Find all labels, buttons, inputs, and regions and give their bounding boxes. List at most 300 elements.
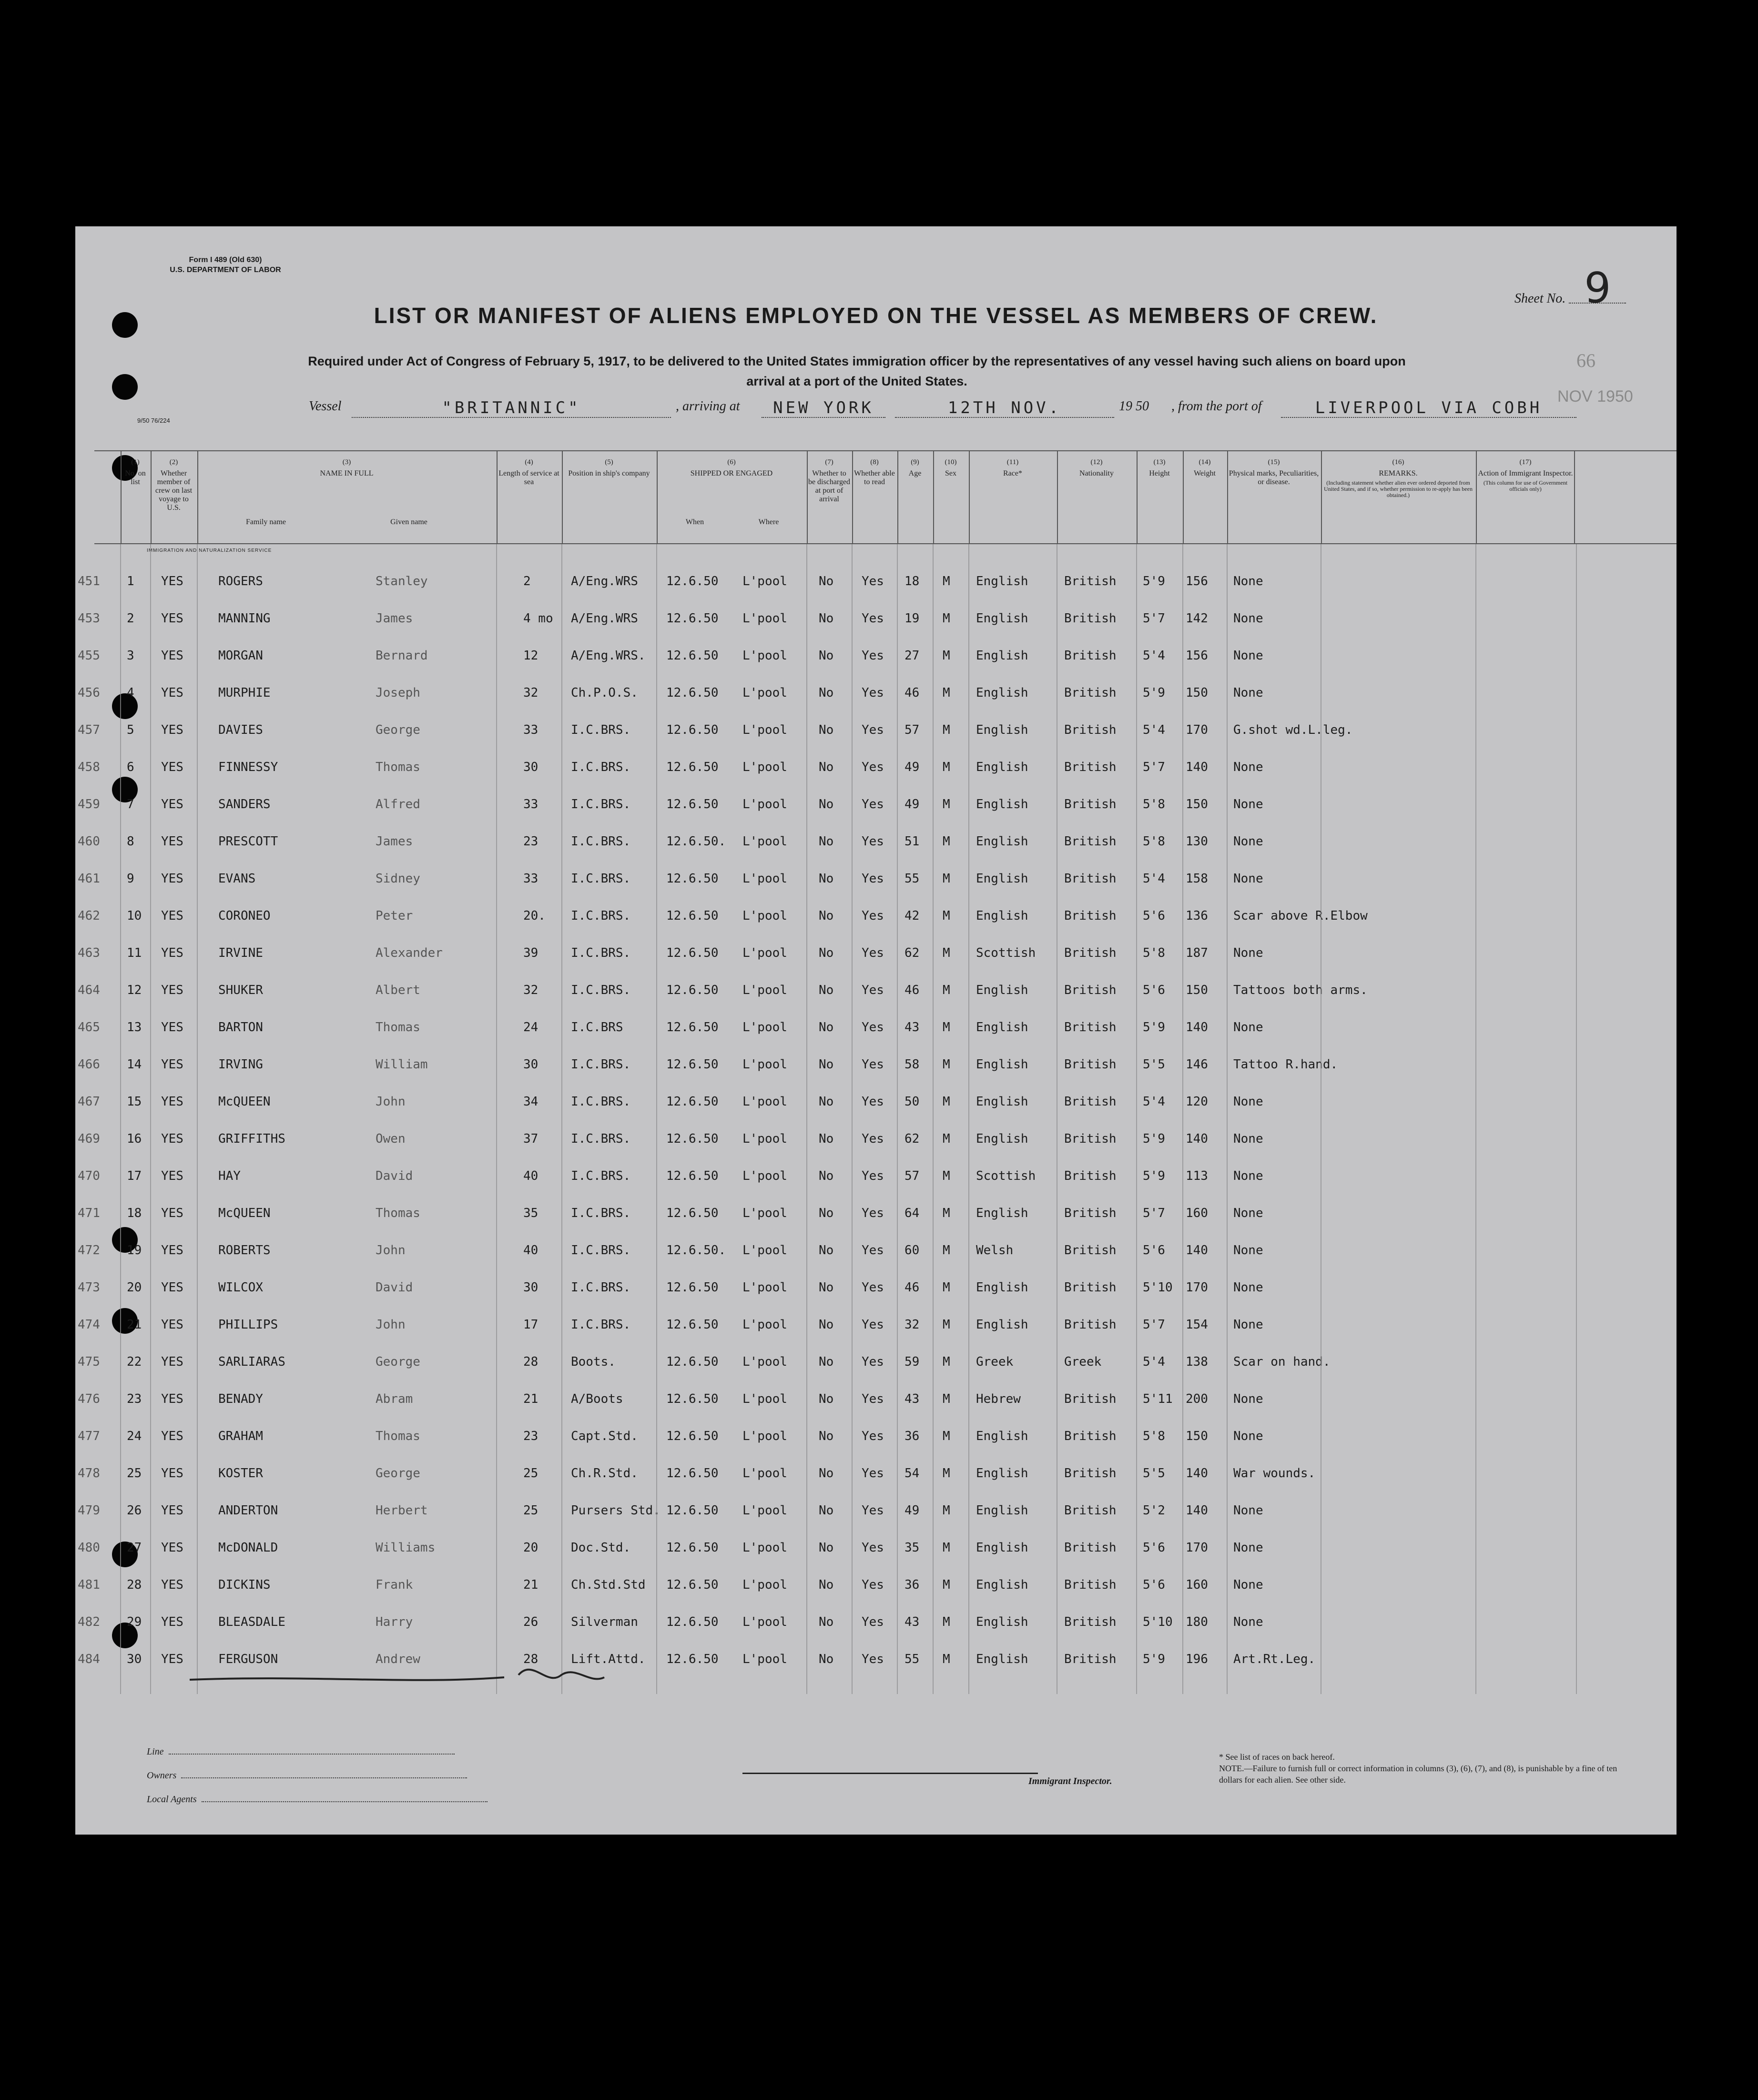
row-number: 28 <box>127 1578 142 1592</box>
row-discharged: No <box>819 1429 834 1443</box>
row-race: English <box>976 723 1028 737</box>
row-physical-marks: None <box>1233 1280 1263 1295</box>
row-margin-number: 470 <box>78 1169 100 1183</box>
row-height: 5'8 <box>1143 797 1165 812</box>
row-family-name: KOSTER <box>218 1466 263 1481</box>
col-header-position: (5) Position in ship's company <box>562 451 655 544</box>
col-header-able-to-read: (8) Whether able to read <box>852 451 896 544</box>
row-able-to-read: Yes <box>862 1429 884 1443</box>
row-physical-marks: None <box>1233 946 1263 960</box>
row-length-service: 17 <box>523 1318 539 1332</box>
manifest-sheet <box>75 226 1677 1835</box>
row-position: Ch.R.Std. <box>571 1466 638 1481</box>
row-sex: M <box>943 1466 950 1481</box>
row-race: English <box>976 760 1028 774</box>
row-shipped-where: L'pool <box>742 1355 787 1369</box>
row-shipped-when: 12.6.50 <box>666 1169 719 1183</box>
row-weight: 154 <box>1186 1318 1208 1332</box>
row-number: 20 <box>127 1280 142 1295</box>
row-nationality: Greek <box>1064 1355 1102 1369</box>
row-sex: M <box>943 983 950 997</box>
row-race: English <box>976 1578 1028 1592</box>
row-length-service: 23 <box>523 1429 539 1443</box>
row-margin-number: 476 <box>78 1392 100 1406</box>
row-number: 14 <box>127 1057 142 1072</box>
row-weight: 140 <box>1186 1243 1208 1258</box>
row-margin-number: 480 <box>78 1541 100 1555</box>
row-weight: 140 <box>1186 1466 1208 1481</box>
row-position: I.C.BRS <box>571 1020 623 1035</box>
row-previous-voyage: YES <box>161 1095 183 1109</box>
row-physical-marks: None <box>1233 1169 1263 1183</box>
row-able-to-read: Yes <box>862 1280 884 1295</box>
row-previous-voyage: YES <box>161 1057 183 1072</box>
row-race: English <box>976 1466 1028 1481</box>
row-age: 59 <box>904 1355 920 1369</box>
row-margin-number: 478 <box>78 1466 100 1481</box>
row-nationality: British <box>1064 1541 1117 1555</box>
row-margin-number: 472 <box>78 1243 100 1258</box>
row-age: 58 <box>904 1057 920 1072</box>
row-family-name: WILCOX <box>218 1280 263 1295</box>
row-able-to-read: Yes <box>862 1355 884 1369</box>
row-given-name: Abram <box>376 1392 413 1406</box>
row-race: English <box>976 1132 1028 1146</box>
row-previous-voyage: YES <box>161 1132 183 1146</box>
row-nationality: British <box>1064 649 1117 663</box>
row-length-service: 33 <box>523 723 539 737</box>
row-given-name: Harry <box>376 1615 413 1629</box>
row-discharged: No <box>819 1541 834 1555</box>
row-shipped-when: 12.6.50 <box>666 649 719 663</box>
row-margin-number: 469 <box>78 1132 100 1146</box>
row-sex: M <box>943 834 950 849</box>
row-position: I.C.BRS. <box>571 946 631 960</box>
row-height: 5'4 <box>1143 872 1165 886</box>
row-nationality: British <box>1064 1169 1117 1183</box>
row-shipped-where: L'pool <box>742 1020 787 1035</box>
row-number: 4 <box>127 686 134 700</box>
row-family-name: SARLIARAS <box>218 1355 285 1369</box>
row-discharged: No <box>819 872 834 886</box>
row-discharged: No <box>819 1280 834 1295</box>
row-sex: M <box>943 1057 950 1072</box>
row-margin-number: 464 <box>78 983 100 997</box>
row-number: 25 <box>127 1466 142 1481</box>
row-able-to-read: Yes <box>862 760 884 774</box>
row-physical-marks: Tattoo R.hand. <box>1233 1057 1338 1072</box>
row-given-name: Thomas <box>376 760 420 774</box>
row-physical-marks: None <box>1233 649 1263 663</box>
row-sex: M <box>943 1169 950 1183</box>
row-position: I.C.BRS. <box>571 760 631 774</box>
col-header-sex: (10) Sex <box>933 451 967 544</box>
footnotes <box>1219 1751 1638 1786</box>
row-weight: 170 <box>1186 723 1208 737</box>
row-able-to-read: Yes <box>862 1652 884 1666</box>
row-shipped-when: 12.6.50 <box>666 1020 719 1035</box>
row-position: I.C.BRS. <box>571 1206 631 1220</box>
footer-agents-label: Local Agents <box>147 1794 197 1805</box>
row-height: 5'4 <box>1143 723 1165 737</box>
col-header-discharged: (7) Whether to be discharged at port of arrival <box>807 451 851 544</box>
row-number: 10 <box>127 909 142 923</box>
row-nationality: British <box>1064 1503 1117 1518</box>
arrival-year: 19 50 <box>1119 399 1149 414</box>
row-weight: 150 <box>1186 686 1208 700</box>
row-discharged: No <box>819 1615 834 1629</box>
row-position: Lift.Attd. <box>571 1652 646 1666</box>
immigrant-inspector-label: Immigrant Inspector. <box>1028 1776 1112 1786</box>
row-margin-number: 455 <box>78 649 100 663</box>
row-nationality: British <box>1064 872 1117 886</box>
row-family-name: CORONEO <box>218 909 271 923</box>
row-shipped-when: 12.6.50. <box>666 1243 726 1258</box>
row-sex: M <box>943 1652 950 1666</box>
row-discharged: No <box>819 1392 834 1406</box>
department-name: U.S. DEPARTMENT OF LABOR <box>170 266 281 274</box>
row-height: 5'7 <box>1143 1318 1165 1332</box>
row-position: I.C.BRS. <box>571 1095 631 1109</box>
row-given-name: Bernard <box>376 649 428 663</box>
row-shipped-when: 12.6.50 <box>666 1541 719 1555</box>
row-race: English <box>976 872 1028 886</box>
row-height: 5'6 <box>1143 1541 1165 1555</box>
row-shipped-where: L'pool <box>742 946 787 960</box>
row-shipped-when: 12.6.50 <box>666 1652 719 1666</box>
row-length-service: 28 <box>523 1355 539 1369</box>
row-race: English <box>976 797 1028 812</box>
row-nationality: British <box>1064 686 1117 700</box>
row-height: 5'11 <box>1143 1392 1173 1406</box>
row-age: 46 <box>904 1280 920 1295</box>
row-sex: M <box>943 1318 950 1332</box>
row-given-name: Peter <box>376 909 413 923</box>
row-age: 46 <box>904 983 920 997</box>
row-family-name: PHILLIPS <box>218 1318 278 1332</box>
row-shipped-where: L'pool <box>742 872 787 886</box>
row-family-name: PRESCOTT <box>218 834 278 849</box>
row-physical-marks: None <box>1233 1541 1263 1555</box>
row-length-service: 25 <box>523 1466 539 1481</box>
row-shipped-when: 12.6.50 <box>666 1206 719 1220</box>
arrival-port: NEW YORK <box>762 399 885 418</box>
row-discharged: No <box>819 611 834 626</box>
row-weight: 140 <box>1186 1132 1208 1146</box>
row-physical-marks: None <box>1233 1578 1263 1592</box>
row-shipped-when: 12.6.50 <box>666 797 719 812</box>
row-sex: M <box>943 1503 950 1518</box>
row-margin-number: 459 <box>78 797 100 812</box>
row-given-name: Thomas <box>376 1206 420 1220</box>
row-sex: M <box>943 1206 950 1220</box>
row-number: 16 <box>127 1132 142 1146</box>
row-weight: 150 <box>1186 797 1208 812</box>
row-shipped-where: L'pool <box>742 1392 787 1406</box>
row-previous-voyage: YES <box>161 1355 183 1369</box>
row-previous-voyage: YES <box>161 611 183 626</box>
row-family-name: GRIFFITHS <box>218 1132 285 1146</box>
row-shipped-where: L'pool <box>742 611 787 626</box>
row-previous-voyage: YES <box>161 797 183 812</box>
row-race: Hebrew <box>976 1392 1021 1406</box>
row-margin-number: 462 <box>78 909 100 923</box>
row-previous-voyage: YES <box>161 574 183 588</box>
row-nationality: British <box>1064 1466 1117 1481</box>
vessel-name: "BRITANNIC" <box>352 399 671 418</box>
row-position: I.C.BRS. <box>571 723 631 737</box>
row-margin-number: 465 <box>78 1020 100 1035</box>
row-discharged: No <box>819 1578 834 1592</box>
row-able-to-read: Yes <box>862 872 884 886</box>
row-shipped-when: 12.6.50 <box>666 1132 719 1146</box>
row-sex: M <box>943 611 950 626</box>
column-rules <box>75 226 1677 1835</box>
row-height: 5'9 <box>1143 574 1165 588</box>
row-shipped-when: 12.6.50. <box>666 834 726 849</box>
row-given-name: Andrew <box>376 1652 420 1666</box>
row-nationality: British <box>1064 797 1117 812</box>
row-shipped-where: L'pool <box>742 1429 787 1443</box>
row-height: 5'7 <box>1143 760 1165 774</box>
row-nationality: British <box>1064 1615 1117 1629</box>
row-shipped-when: 12.6.50 <box>666 574 719 588</box>
row-margin-number: 467 <box>78 1095 100 1109</box>
row-family-name: MANNING <box>218 611 271 626</box>
row-given-name: George <box>376 1466 420 1481</box>
footer-owners-label: Owners <box>147 1770 177 1781</box>
row-previous-voyage: YES <box>161 686 183 700</box>
row-margin-number: 479 <box>78 1503 100 1518</box>
row-shipped-where: L'pool <box>742 574 787 588</box>
row-nationality: British <box>1064 1392 1117 1406</box>
col-header-length-service: (4) Length of service at sea <box>497 451 560 544</box>
row-shipped-where: L'pool <box>742 909 787 923</box>
races-footnote: * See list of races on back hereof. <box>1219 1752 1335 1762</box>
row-family-name: BLEASDALE <box>218 1615 285 1629</box>
row-number: 13 <box>127 1020 142 1035</box>
row-number: 18 <box>127 1206 142 1220</box>
row-age: 19 <box>904 611 920 626</box>
row-shipped-when: 12.6.50 <box>666 723 719 737</box>
row-given-name: James <box>376 834 413 849</box>
row-height: 5'4 <box>1143 1095 1165 1109</box>
row-weight: 200 <box>1186 1392 1208 1406</box>
row-number: 24 <box>127 1429 142 1443</box>
row-physical-marks: None <box>1233 797 1263 812</box>
row-previous-voyage: YES <box>161 1615 183 1629</box>
row-number: 30 <box>127 1652 142 1666</box>
row-length-service: 35 <box>523 1206 539 1220</box>
row-given-name: Williams <box>376 1541 436 1555</box>
row-nationality: British <box>1064 1243 1117 1258</box>
print-reference: 9/50 76/224 <box>137 417 170 424</box>
row-family-name: McQUEEN <box>218 1206 271 1220</box>
row-previous-voyage: YES <box>161 909 183 923</box>
row-physical-marks: None <box>1233 1206 1263 1220</box>
row-number: 26 <box>127 1503 142 1518</box>
row-sex: M <box>943 872 950 886</box>
row-able-to-read: Yes <box>862 1206 884 1220</box>
row-discharged: No <box>819 1243 834 1258</box>
row-number: 17 <box>127 1169 142 1183</box>
row-shipped-where: L'pool <box>742 1280 787 1295</box>
row-discharged: No <box>819 760 834 774</box>
row-shipped-when: 12.6.50 <box>666 909 719 923</box>
row-margin-number: 475 <box>78 1355 100 1369</box>
row-able-to-read: Yes <box>862 1169 884 1183</box>
row-margin-number: 453 <box>78 611 100 626</box>
row-position: Ch.P.O.S. <box>571 686 638 700</box>
row-age: 36 <box>904 1429 920 1443</box>
row-height: 5'9 <box>1143 1169 1165 1183</box>
stamp-number: 66 <box>1576 350 1595 371</box>
penalty-note: NOTE.—Failure to furnish full or correct information in columns (3), (6), (7), and (8), is punishable by a fine of ten dollars for each alien. See other side. <box>1219 1764 1617 1785</box>
row-number: 1 <box>127 574 134 588</box>
row-weight: 120 <box>1186 1095 1208 1109</box>
row-shipped-where: L'pool <box>742 1541 787 1555</box>
row-previous-voyage: YES <box>161 760 183 774</box>
row-shipped-when: 12.6.50 <box>666 1429 719 1443</box>
row-given-name: John <box>376 1243 406 1258</box>
row-weight: 160 <box>1186 1578 1208 1592</box>
row-age: 27 <box>904 649 920 663</box>
row-shipped-where: L'pool <box>742 1318 787 1332</box>
row-given-name: John <box>376 1095 406 1109</box>
col-header-weight: (14) Weight <box>1183 451 1226 544</box>
row-given-name: John <box>376 1318 406 1332</box>
row-position: I.C.BRS. <box>571 1057 631 1072</box>
vessel-label: Vessel <box>309 399 342 414</box>
row-able-to-read: Yes <box>862 983 884 997</box>
row-discharged: No <box>819 1318 834 1332</box>
row-shipped-when: 12.6.50 <box>666 1280 719 1295</box>
col-header-age: (9) Age <box>897 451 932 544</box>
row-nationality: British <box>1064 760 1117 774</box>
row-length-service: 20. <box>523 909 546 923</box>
page-title: LIST OR MANIFEST OF ALIENS EMPLOYED ON THE VESSEL AS MEMBERS OF CREW. <box>374 303 1378 328</box>
row-length-service: 20 <box>523 1541 539 1555</box>
row-number: 2 <box>127 611 134 626</box>
row-able-to-read: Yes <box>862 1466 884 1481</box>
row-sex: M <box>943 1355 950 1369</box>
row-length-service: 12 <box>523 649 539 663</box>
row-race: English <box>976 1615 1028 1629</box>
row-family-name: SANDERS <box>218 797 271 812</box>
row-able-to-read: Yes <box>862 909 884 923</box>
row-length-service: 32 <box>523 983 539 997</box>
row-weight: 136 <box>1186 909 1208 923</box>
row-weight: 140 <box>1186 1020 1208 1035</box>
row-family-name: DICKINS <box>218 1578 271 1592</box>
row-family-name: GRAHAM <box>218 1429 263 1443</box>
col-header-remarks: (16) REMARKS. (Including statement whether alien ever ordered deported from United States, and if so, whether permission to re-apply has been obtained.) <box>1321 451 1474 544</box>
footer-owners-field <box>147 1770 467 1781</box>
row-family-name: FERGUSON <box>218 1652 278 1666</box>
row-nationality: British <box>1064 1429 1117 1443</box>
row-able-to-read: Yes <box>862 834 884 849</box>
row-discharged: No <box>819 1206 834 1220</box>
row-able-to-read: Yes <box>862 611 884 626</box>
row-height: 5'4 <box>1143 1355 1165 1369</box>
from-label: , from the port of <box>1171 399 1262 414</box>
remarks-note: (Including statement whether alien ever ordered deported from United States, and if so, whether permission to re-apply has been obtained.) <box>1324 479 1473 498</box>
row-nationality: British <box>1064 611 1117 626</box>
row-age: 57 <box>904 723 920 737</box>
row-number: 29 <box>127 1615 142 1629</box>
row-number: 3 <box>127 649 134 663</box>
row-length-service: 40 <box>523 1169 539 1183</box>
row-physical-marks: Art.Rt.Leg. <box>1233 1652 1316 1666</box>
row-age: 60 <box>904 1243 920 1258</box>
row-physical-marks: None <box>1233 1095 1263 1109</box>
row-age: 62 <box>904 1132 920 1146</box>
date-stamp: NOV 1950 <box>1557 387 1633 406</box>
row-number: 9 <box>127 872 134 886</box>
row-height: 5'8 <box>1143 1429 1165 1443</box>
row-discharged: No <box>819 1466 834 1481</box>
row-previous-voyage: YES <box>161 1206 183 1220</box>
row-number: 7 <box>127 797 134 812</box>
row-length-service: 26 <box>523 1615 539 1629</box>
row-number: 11 <box>127 946 142 960</box>
row-length-service: 25 <box>523 1503 539 1518</box>
row-shipped-where: L'pool <box>742 1466 787 1481</box>
row-weight: 150 <box>1186 1429 1208 1443</box>
row-shipped-when: 12.6.50 <box>666 611 719 626</box>
row-position: Doc.Std. <box>571 1541 631 1555</box>
row-race: English <box>976 1206 1028 1220</box>
row-nationality: British <box>1064 983 1117 997</box>
row-able-to-read: Yes <box>862 946 884 960</box>
row-nationality: British <box>1064 1578 1117 1592</box>
row-able-to-read: Yes <box>862 1318 884 1332</box>
row-sex: M <box>943 723 950 737</box>
row-sex: M <box>943 1392 950 1406</box>
row-previous-voyage: YES <box>161 1541 183 1555</box>
row-family-name: BARTON <box>218 1020 263 1035</box>
row-previous-voyage: YES <box>161 1392 183 1406</box>
row-race: English <box>976 649 1028 663</box>
row-family-name: HAY <box>218 1169 241 1183</box>
row-height: 5'10 <box>1143 1615 1173 1629</box>
row-weight: 196 <box>1186 1652 1208 1666</box>
service-name: IMMIGRATION AND NATURALIZATION SERVICE <box>147 548 272 553</box>
row-shipped-when: 12.6.50 <box>666 1392 719 1406</box>
row-discharged: No <box>819 1020 834 1035</box>
row-weight: 140 <box>1186 760 1208 774</box>
row-race: Scottish <box>976 1169 1036 1183</box>
row-margin-number: 473 <box>78 1280 100 1295</box>
row-physical-marks: None <box>1233 760 1263 774</box>
row-margin-number: 457 <box>78 723 100 737</box>
row-shipped-when: 12.6.50 <box>666 1615 719 1629</box>
row-race: English <box>976 1020 1028 1035</box>
row-age: 62 <box>904 946 920 960</box>
row-able-to-read: Yes <box>862 1057 884 1072</box>
row-shipped-where: L'pool <box>742 1169 787 1183</box>
row-height: 5'9 <box>1143 1020 1165 1035</box>
row-previous-voyage: YES <box>161 1243 183 1258</box>
row-given-name: Thomas <box>376 1429 420 1443</box>
row-shipped-where: L'pool <box>742 686 787 700</box>
row-length-service: 39 <box>523 946 539 960</box>
row-number: 5 <box>127 723 134 737</box>
row-physical-marks: Tattoos both arms. <box>1233 983 1368 997</box>
row-physical-marks: None <box>1233 1503 1263 1518</box>
row-margin-number: 463 <box>78 946 100 960</box>
footer-agents-blank <box>202 1801 488 1802</box>
